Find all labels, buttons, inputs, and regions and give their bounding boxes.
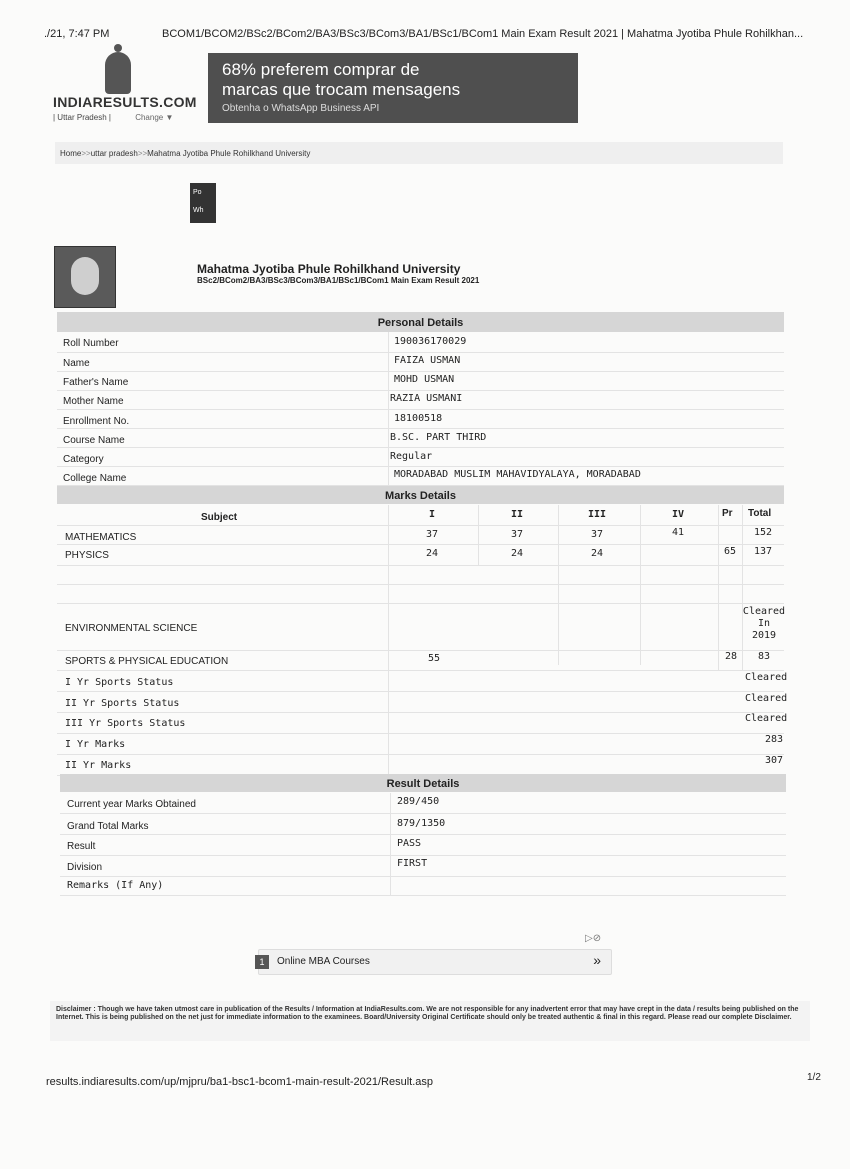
table-row — [57, 671, 788, 692]
table-row — [57, 545, 784, 566]
personal-row — [57, 353, 784, 372]
result-row — [60, 877, 786, 896]
personal-row — [57, 334, 784, 353]
breadcrumb — [55, 142, 783, 164]
marks-ii: 37 — [510, 529, 524, 540]
table-row — [57, 713, 788, 734]
table-row-empty — [57, 566, 784, 585]
personal-label: Father's Name — [63, 377, 129, 388]
personal-value: B.SC. PART THIRD — [390, 432, 487, 443]
result-value: 289/450 — [397, 796, 440, 807]
personal-row — [57, 448, 784, 467]
breadcrumb-university[interactable]: Mahatma Jyotiba Phule Rohilkhand University — [147, 149, 311, 158]
personal-value: MORADABAD MUSLIM MAHAVIDYALAYA, MORADABAD — [394, 469, 641, 480]
breadcrumb-sep-2: >> — [137, 149, 148, 158]
col-pr: Pr — [722, 508, 733, 519]
breadcrumb-sep-1: >> — [81, 149, 91, 158]
result-label: Result — [67, 841, 96, 852]
personal-value: 18100518 — [394, 413, 443, 424]
print-title: BCOM1/BCOM2/BSc2/BCom2/BA3/BSc3/BCom3/BA1/BSc1/BCom1 Main Exam Result 2021 | Mahatma Jyotiba Phule Rohilkhan... — [162, 28, 804, 40]
result-label: Division — [67, 862, 103, 873]
extra-label: II Yr Marks — [65, 760, 132, 771]
table-row-empty — [57, 585, 784, 604]
col-subject: Subject — [201, 512, 238, 523]
personal-value: 190036170029 — [394, 336, 467, 347]
col-iii: III — [587, 509, 607, 520]
marks-i: 37 — [425, 529, 439, 540]
table-row — [57, 755, 784, 776]
personal-label: Enrollment No. — [63, 416, 130, 427]
personal-row — [57, 467, 784, 486]
share-whatsapp-icon[interactable]: Wh — [193, 207, 204, 214]
print-page-number: 1/2 — [807, 1072, 821, 1083]
result-label: Grand Total Marks — [67, 821, 149, 832]
breadcrumb-state[interactable]: uttar pradesh — [90, 149, 138, 158]
marks-pr: 28 — [724, 651, 738, 662]
result-label: Current year Marks Obtained — [67, 799, 196, 810]
result-row — [60, 814, 786, 835]
personal-label: Mother Name — [63, 396, 124, 407]
share-widget[interactable] — [190, 183, 216, 223]
ad-banner[interactable] — [208, 53, 578, 123]
chevron-right-icon[interactable]: » — [593, 952, 601, 968]
marks-header-row — [57, 505, 784, 526]
personal-label: Course Name — [63, 435, 125, 446]
marks-ii: 24 — [510, 548, 524, 559]
extra-label: I Yr Marks — [65, 739, 126, 750]
result-row — [60, 835, 786, 856]
disclaimer: Disclaimer : Though we have taken utmost care in publication of the Results / Information at IndiaResults.com. We are not responsible for any inadvertent error that may have crept in the data / results being published on the Internet. This is being published on the net just for immediate information to the examinees. Board/University Original Certificate should only be treated authentic & final in this regard. Please read our complete Disclaimer. — [50, 1001, 810, 1041]
result-value: 879/1350 — [397, 818, 446, 829]
personal-row — [57, 391, 784, 410]
personal-label: College Name — [63, 473, 127, 484]
ad-choices-icon[interactable]: ▷⊘ — [585, 933, 602, 944]
exam-title: BSc2/BCom2/BA3/BSc3/BCom3/BA1/BSc1/BCom1 Main Exam Result 2021 — [197, 276, 480, 285]
extra-value: Cleared — [745, 672, 788, 683]
table-row — [57, 651, 784, 671]
result-value: PASS — [397, 838, 422, 849]
marks-iii: 24 — [590, 548, 604, 559]
logo-icon — [105, 52, 131, 94]
print-footer-url: results.indiaresults.com/up/mjpru/ba1-bsc1-bcom1-main-result-2021/Result.asp — [46, 1076, 433, 1088]
personal-row — [57, 429, 784, 448]
personal-value: Regular — [390, 451, 433, 462]
table-row — [57, 734, 784, 755]
result-details-heading: Result Details — [60, 774, 786, 792]
marks-pr: 65 — [723, 546, 737, 557]
env-status-line-2: In — [757, 618, 771, 629]
extra-value: Cleared — [745, 713, 788, 724]
personal-label: Roll Number — [63, 338, 119, 349]
subject-name: ENVIRONMENTAL SCIENCE — [65, 623, 198, 634]
table-row — [57, 692, 788, 713]
personal-value: FAIZA USMAN — [394, 355, 461, 366]
table-row — [57, 604, 784, 651]
marks-iv: 41 — [671, 527, 685, 538]
subject-name: SPORTS & PHYSICAL EDUCATION — [65, 656, 229, 667]
personal-value: RAZIA USMANI — [390, 393, 463, 404]
ad-line-1: 68% preferem comprar de — [222, 60, 420, 79]
marks-total: 137 — [753, 546, 773, 557]
university-emblem-icon — [71, 257, 99, 295]
subject-name: PHYSICS — [65, 550, 109, 561]
extra-value: 307 — [765, 755, 784, 766]
university-logo — [54, 246, 116, 308]
marks-iii: 37 — [590, 529, 604, 540]
marks-total: 152 — [753, 527, 773, 538]
extra-label: III Yr Sports Status — [65, 718, 186, 729]
extra-value: 283 — [765, 734, 784, 745]
online-mba-ad[interactable] — [258, 949, 612, 975]
table-row — [57, 526, 784, 545]
result-row — [60, 856, 786, 877]
ad-line-3: Obtenha o WhatsApp Business API — [222, 103, 380, 114]
personal-label: Name — [63, 358, 90, 369]
subject-name: MATHEMATICS — [65, 532, 137, 543]
result-row — [60, 793, 786, 814]
marks-details-heading: Marks Details — [57, 486, 784, 504]
marks-i: 24 — [425, 548, 439, 559]
change-state-link[interactable]: Change ▼ — [135, 113, 174, 122]
personal-details-heading: Personal Details — [57, 312, 784, 332]
result-value: FIRST — [397, 858, 428, 869]
share-print-icon[interactable]: Po — [193, 189, 202, 196]
ad-number-badge: 1 — [255, 955, 269, 969]
extra-value: Cleared — [745, 693, 788, 704]
personal-value: MOHD USMAN — [394, 374, 455, 385]
personal-label: Category — [63, 454, 104, 465]
result-label: Remarks (If Any) — [67, 880, 164, 891]
print-time: ./21, 7:47 PM — [44, 28, 110, 40]
extra-label: II Yr Sports Status — [65, 698, 180, 709]
university-name: Mahatma Jyotiba Phule Rohilkhand University — [197, 262, 461, 276]
ad-line-2: marcas que trocam mensagens — [222, 80, 461, 99]
state-label: | Uttar Pradesh | — [53, 113, 111, 122]
marks-i: 55 — [427, 653, 441, 664]
col-total: Total — [748, 508, 772, 519]
col-ii: II — [510, 509, 524, 520]
state-selector — [53, 113, 173, 122]
breadcrumb-home[interactable]: Home — [60, 149, 82, 158]
extra-label: I Yr Sports Status — [65, 677, 174, 688]
col-i: I — [428, 509, 436, 520]
env-status-line-1: Cleared — [742, 606, 786, 617]
marks-total: 83 — [757, 651, 771, 662]
site-logo[interactable] — [50, 50, 197, 130]
logo-text: INDIARESULTS.COM — [53, 94, 197, 110]
mba-link-label[interactable]: Online MBA Courses — [277, 956, 370, 967]
personal-row — [57, 410, 784, 429]
env-status-line-3: 2019 — [751, 630, 777, 641]
personal-row — [57, 372, 784, 391]
col-iv: IV — [671, 509, 685, 520]
